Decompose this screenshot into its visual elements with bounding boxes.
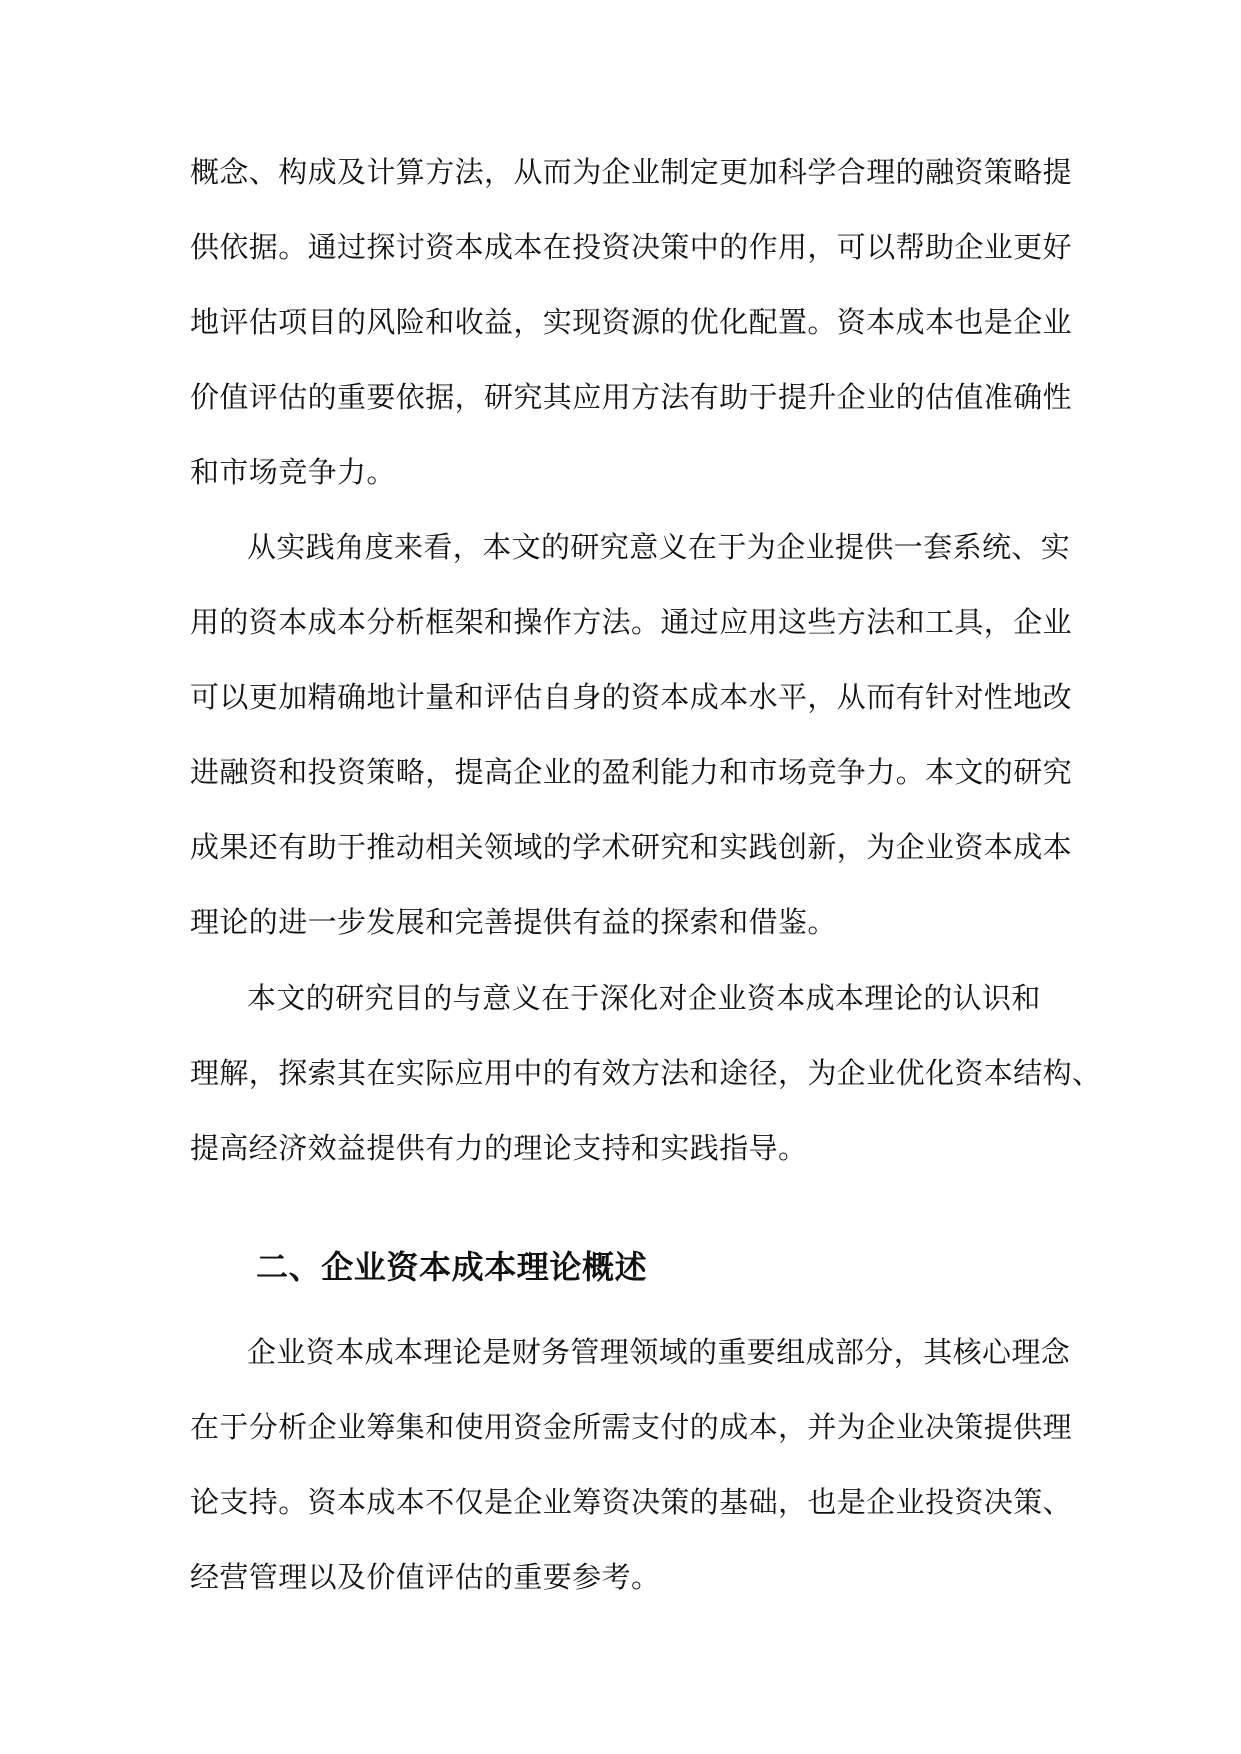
paragraph-4-line-3: 论支持。资本成本不仅是企业筹资决策的基础，也是企业投资决策、	[190, 1485, 1073, 1519]
paragraph-3-line-3: 提高经济效益提供有力的理论支持和实践指导。	[190, 1131, 808, 1165]
paragraph-2-line-5: 成果还有助于推动相关领域的学术研究和实践创新，为企业资本成本	[190, 830, 1073, 864]
paragraph-3-line-2: 理解，探索其在实际应用中的有效方法和途径，为企业优化资本结构、	[190, 1056, 1102, 1090]
paragraph-4-line-2: 在于分析企业筹集和使用资金所需支付的成本，并为企业决策提供理	[190, 1410, 1073, 1444]
paragraph-4-line-4: 经营管理以及价值评估的重要参考。	[190, 1560, 661, 1594]
paragraph-1-line-4: 价值评估的重要依据，研究其应用方法有助于提升企业的估值准确性	[190, 380, 1073, 414]
paragraph-3-line-1: 本文的研究目的与意义在于深化对企业资本成本理论的认识和	[247, 981, 1041, 1015]
paragraph-2-line-3: 可以更加精确地计量和评估自身的资本成本水平，从而有针对性地改	[190, 680, 1073, 714]
paragraph-4-line-1: 企业资本成本理论是财务管理领域的重要组成部分，其核心理念	[247, 1335, 1071, 1369]
paragraph-2-line-1: 从实践角度来看，本文的研究意义在于为企业提供一套系统、实	[247, 530, 1071, 564]
section-heading: 二、企业资本成本理论概述	[256, 1248, 648, 1286]
paragraph-2-line-6: 理论的进一步发展和完善提供有益的探索和借鉴。	[190, 905, 837, 939]
paragraph-1-line-5: 和市场竞争力。	[190, 455, 396, 489]
paragraph-2-line-2: 用的资本成本分析框架和操作方法。通过应用这些方法和工具，企业	[190, 605, 1073, 639]
paragraph-1-line-2: 供依据。通过探讨资本成本在投资决策中的作用，可以帮助企业更好	[190, 230, 1073, 264]
paragraph-1-line-1: 概念、构成及计算方法，从而为企业制定更加科学合理的融资策略提	[190, 155, 1073, 189]
paragraph-2-line-4: 进融资和投资策略，提高企业的盈利能力和市场竞争力。本文的研究	[190, 755, 1073, 789]
paragraph-1-line-3: 地评估项目的风险和收益，实现资源的优化配置。资本成本也是企业	[190, 305, 1073, 339]
